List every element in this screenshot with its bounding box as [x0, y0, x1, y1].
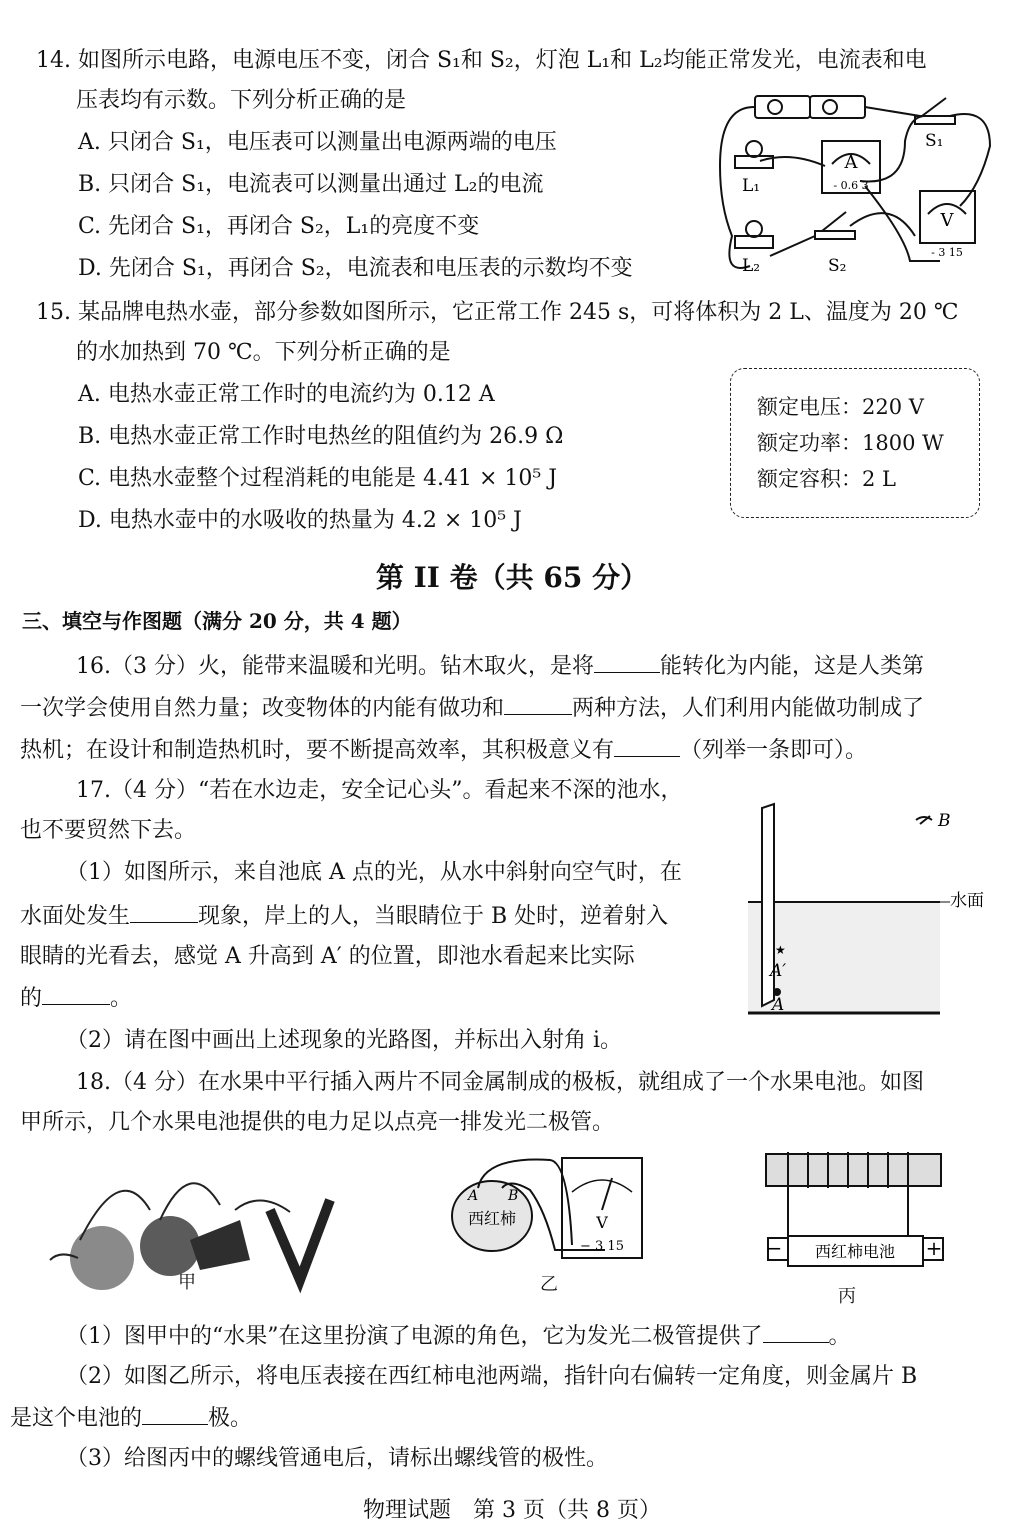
page-footer: 物理试题 第 3 页（共 8 页）	[363, 1498, 661, 1523]
q16-line2: 一次学会使用自然力量；改变物体的内能有做功和 两种方法，人们利用内能做功制成了	[20, 692, 924, 724]
battery-plus-sign: +	[925, 1236, 943, 1260]
q14-stem-line2: 压表均有示数。下列分析正确的是	[76, 88, 407, 113]
switch-s1-label: S₁	[925, 131, 944, 151]
q15-option-d: D. 电热水壶中的水吸收的热量为 4.2 × 10⁵ J	[78, 508, 522, 533]
ammeter-letter: A	[844, 152, 858, 173]
q14-option-c: C. 先闭合 S₁，再闭合 S₂，L₁的亮度不变	[78, 214, 480, 239]
voltmeter-scale: - 3 15	[931, 246, 963, 259]
probe-b-label: B	[508, 1188, 519, 1204]
q17-line3: （1）如图所示，来自池底 A 点的光，从水中斜射向空气时，在	[66, 860, 682, 885]
water-surface-label: 水面	[950, 891, 984, 911]
fig-bing-solenoid	[758, 1148, 958, 1278]
q14-option-d: D. 先闭合 S₁，再闭合 S₂，电流表和电压表的示数均不变	[78, 256, 633, 281]
point-a-label: A	[772, 995, 785, 1015]
q17-line5: 眼睛的光看去，感觉 A 升高到 A′ 的位置，即池水看起来比实际	[20, 944, 635, 969]
q16-line3: 热机；在设计和制造热机时，要不断提高效率，其积极意义有 （列举一条即可）。	[20, 734, 867, 766]
q18-sub2-line1: （2）如图乙所示，将电压表接在西红柿电池两端，指针向右偏转一定角度，则金属片 B	[66, 1364, 918, 1389]
fig-yi-label: 乙	[540, 1274, 558, 1295]
point-a-prime-label: A′	[770, 961, 787, 981]
switch-s2-label: S₂	[828, 256, 847, 276]
fig-jia-label: 甲	[178, 1272, 196, 1293]
fig-bing-label: 丙	[838, 1286, 856, 1307]
q14-option-b: B. 只闭合 S₁，电流表可以测量出通过 L₂的电流	[78, 172, 544, 197]
point-b-label: B	[938, 811, 951, 831]
battery-minus-sign: −	[765, 1236, 783, 1260]
voltmeter-v-label: V	[596, 1213, 608, 1232]
q18-sub2-line2: 是这个电池的 极。	[10, 1402, 252, 1434]
kettle-spec-box	[730, 368, 980, 518]
part2-title: 第 II 卷（共 65 分）	[375, 561, 649, 594]
q14-stem-line1: 14. 如图所示电路，电源电压不变，闭合 S₁和 S₂，灯泡 L₁和 L₂均能正常发光，电流表和电	[36, 48, 927, 73]
q18-line2: 甲所示，几个水果电池提供的电力足以点亮一排发光二极管。	[20, 1110, 615, 1135]
q15-option-a: A. 电热水壶正常工作时的电流约为 0.12 A	[78, 382, 495, 407]
q15-option-b: B. 电热水壶正常工作时电热丝的阻值约为 26.9 Ω	[78, 424, 564, 449]
lamp-l1-label: L₁	[742, 176, 761, 196]
fig-yi-tomato-voltmeter	[440, 1150, 660, 1260]
q18-line1: 18.（4 分）在水果中平行插入两片不同金属制成的极板，就组成了一个水果电池。如图	[76, 1070, 924, 1095]
q17-pool-diagram	[740, 800, 1020, 1020]
lamp-l2-label: L₂	[742, 256, 761, 276]
spec-capacity: 额定容积：2 L	[757, 467, 896, 491]
q17-line6: 的 。	[20, 982, 132, 1014]
q17-line4: 水面处发生 现象，岸上的人，当眼睛位于 B 处时，逆着射入	[20, 900, 668, 932]
q17-line7: （2）请在图中画出上述现象的光路图，并标出入射角 i。	[66, 1028, 623, 1053]
spec-power: 额定功率：1800 W	[757, 431, 944, 455]
q15-stem-line2: 的水加热到 70 ℃。下列分析正确的是	[76, 340, 451, 365]
probe-a-label: A	[468, 1188, 479, 1204]
svg-text:★: ★	[775, 943, 786, 957]
q17-line2: 也不要贸然下去。	[20, 818, 197, 843]
q14-circuit-diagram	[710, 86, 1010, 286]
q18-sub1: （1）图甲中的“水果”在这里扮演了电源的角色，它为发光二极管提供了 。	[66, 1320, 851, 1352]
q16-line1: 16.（3 分）火，能带来温暖和光明。钻木取火，是将 能转化为内能，这是人类第	[76, 650, 924, 682]
spec-voltage: 额定电压：220 V	[757, 395, 924, 419]
tomato-battery-label: 西红柿电池	[814, 1242, 896, 1261]
voltmeter-terminals-label: − 3 15	[580, 1239, 624, 1254]
q15-stem-line1: 15. 某品牌电热水壶，部分参数如图所示，它正常工作 245 s，可将体积为 2 L、温度为 20 ℃	[36, 300, 959, 325]
section3-title: 三、填空与作图题（满分 20 分，共 4 题）	[22, 609, 412, 633]
q14-option-a: A. 只闭合 S₁，电压表可以测量出电源两端的电压	[78, 130, 557, 155]
tomato-label: 西红柿	[467, 1209, 517, 1228]
q17-line1: 17.（4 分）“若在水边走，安全记心头”。看起来不深的池水，	[76, 778, 683, 803]
voltmeter-letter: V	[940, 210, 954, 231]
q18-sub3: （3）给图丙中的螺线管通电后，请标出螺线管的极性。	[66, 1446, 608, 1471]
ammeter-scale: - 0.6 3	[833, 179, 869, 192]
q15-option-c: C. 电热水壶整个过程消耗的电能是 4.41 × 10⁵ J	[78, 466, 558, 491]
